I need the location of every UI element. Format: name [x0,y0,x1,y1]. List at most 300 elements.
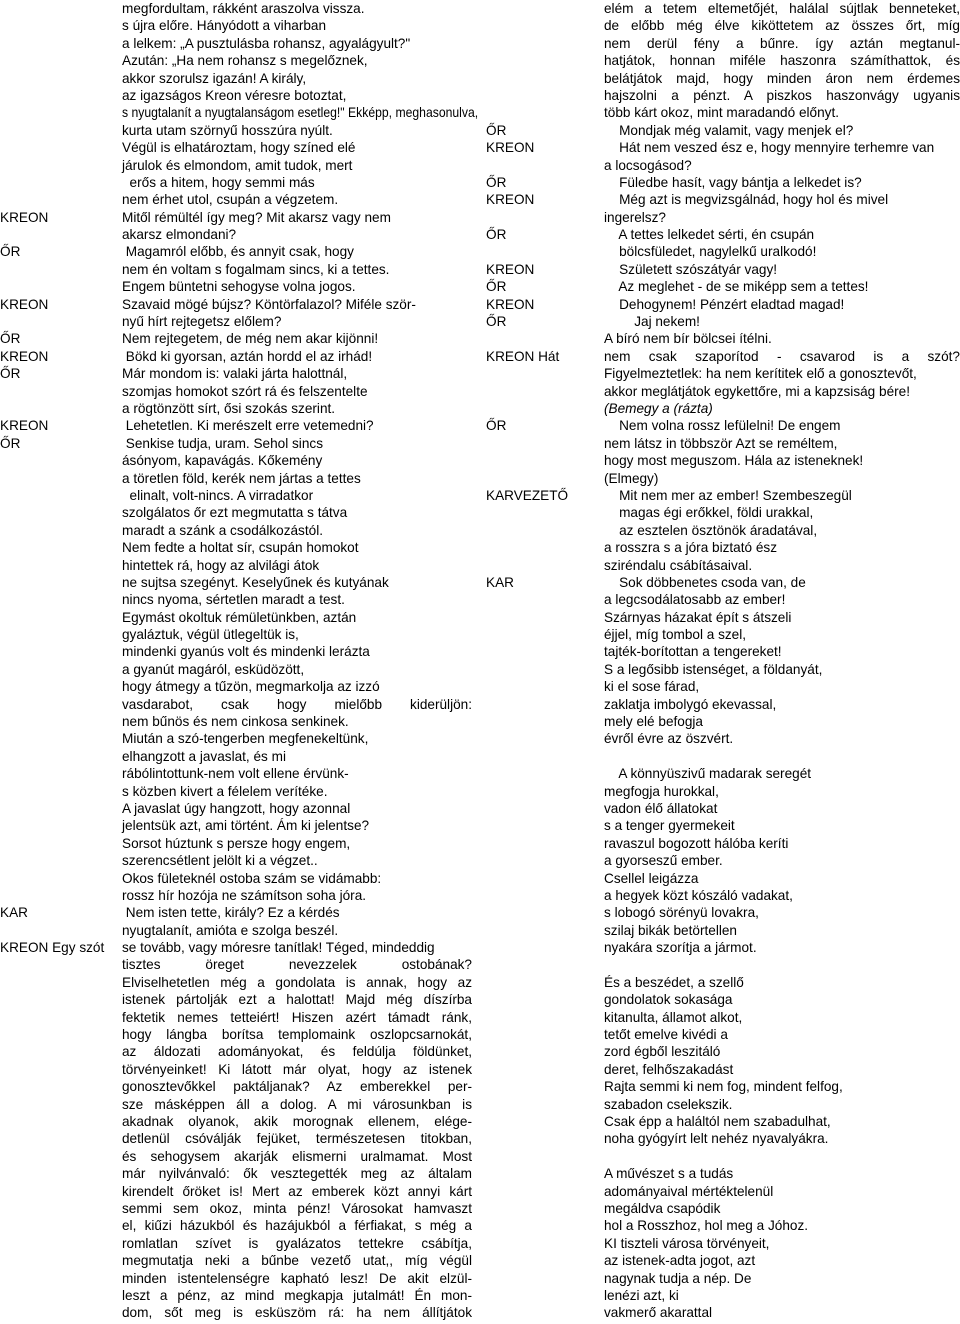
text-line [0,452,478,469]
text-line [486,52,960,69]
text-line [486,748,960,765]
speaker-label: ŐR [0,331,21,347]
line-text: megfordultam, rákként araszolva vissza. [122,1,365,16]
line-text: zord égből leszitáló [604,1044,721,1060]
line-text: a rögtönzött sírt, ősi szokás szerint. [122,400,336,416]
text-line [0,574,478,591]
text-line [486,191,960,208]
text-line [486,1165,960,1182]
text-line [0,435,478,452]
text-line [486,539,960,556]
text-line [0,1252,478,1269]
line-text: a hegyek közt kószáló vadakat, [604,887,793,903]
line-text: Csak épp a haláltól nem szabadulhat, [604,1114,831,1129]
text-line [0,1304,478,1321]
line-text: És a beszédet, a szellő [604,974,744,990]
line-text: ásónyom, kapavágás. Kőkemény [122,453,323,469]
text-line [486,1235,960,1252]
line-text: KI tiszteli városa törvényeit, [604,1235,770,1251]
line-text: Nem isten tette, király? Ez a kérdés [122,905,340,921]
text-line [486,1287,960,1304]
line-text: zaklatja imbolygó ekevassal, [604,696,777,712]
text-line [0,330,478,347]
line-text: Miután a szó-tengerben megfenekeltünk, [122,731,369,747]
speaker-label: KARVEZETŐ [486,487,569,503]
line-text: adományaival mértéktelenül [604,1183,774,1199]
line-text: leszt a pénz, az mind megkapja jutalmát! Én mon- [122,1287,472,1303]
text-line [0,730,478,747]
text-line [0,122,478,139]
text-line [486,296,960,313]
text-line [0,991,478,1008]
text-line [0,539,478,556]
line-text: nyű hírt rejtegetsz előlem? [122,314,282,330]
text-line [486,1061,960,1078]
text-line [486,452,960,469]
text-line [0,835,478,852]
speaker-label: KAR [0,905,28,921]
text-line [0,1165,478,1182]
text-line [0,852,478,869]
text-line [486,696,960,713]
text-line [486,574,960,591]
text-line [486,1043,960,1060]
text-line [486,226,960,243]
text-line [0,52,478,69]
text-line [486,1009,960,1026]
line-text: A tettes lelkedet sérti, én csupán [604,227,815,243]
text-line [0,1235,478,1252]
text-line [0,226,478,243]
text-line [486,1078,960,1095]
line-text: rábólintottunk-nem volt ellene érvünk- [122,766,349,782]
text-line [486,922,960,939]
text-line [486,0,960,17]
line-text: fektetik nemes tetteiért! Hiszen azért támadt ránk, [122,1009,472,1025]
text-line [486,835,960,852]
line-text: nem én voltam s fogalmam sincs, ki a tettes. [122,261,390,277]
text-line [486,157,960,174]
speaker-label: KREON [486,296,535,312]
text-line [486,1026,960,1043]
speaker-label: KREON Egy szót [0,940,105,956]
text-line [0,643,478,660]
text-line [486,365,960,382]
line-text: hatjátok, honnan miféle haszonra számíthattok, és [604,53,960,69]
text-line [486,139,960,156]
line-text: kitanulta, államot alkot, [604,1009,743,1025]
line-text: Bökd ki gyorsan, aztán hordd el az irhád! [122,348,373,364]
line-text: Nem rejtegetem, de még nem akar kijönni! [122,331,379,347]
text-line [486,1252,960,1269]
text-line [486,417,960,434]
text-line [0,1026,478,1043]
line-text: Végül is elhatároztam, hogy színed elé [122,140,356,156]
text-line [486,1304,960,1321]
line-text: A művészet s a tudás [604,1166,734,1182]
speaker-label: ŐR [0,244,21,260]
text-line [0,765,478,782]
line-text: Mit nem mer az ember! Szembeszegül [604,487,852,503]
text-line [486,661,960,678]
text-line [0,1009,478,1026]
text-line [0,470,478,487]
text-line [486,643,960,660]
text-line [0,174,478,191]
line-text: lenézi azt, ki [604,1287,679,1303]
line-text: megfogja hurokkal, [604,783,719,799]
text-line [0,713,478,730]
text-line [0,1061,478,1078]
text-line [486,765,960,782]
text-line [0,400,478,417]
text-line [486,1270,960,1287]
line-text: s közben kivert a félelem verítéke. [122,783,328,799]
line-text: az esztelen ösztönök áradatával, [604,522,818,538]
text-line [486,313,960,330]
text-line [486,1096,960,1113]
text-line [486,991,960,1008]
line-text: évről évre az öszvért. [604,731,734,747]
line-text: nem derül fény a bűnre. így aztán megtanul- [604,35,960,51]
speaker-label: KREON [486,261,535,277]
text-line [486,1130,960,1147]
text-line [0,922,478,939]
speaker-label: KREON [0,348,49,364]
text-line [486,504,960,521]
text-line [486,1113,960,1130]
line-text: erős a hitem, hogy semmi más [122,174,315,190]
speaker-label: ŐR [0,435,21,451]
text-line [486,904,960,921]
text-line [0,157,478,174]
text-line [486,557,960,574]
line-text: akarsz elmondani? [122,227,237,243]
line-text: s nyugtalanít a nyugtalanságom esetleg!" Ekképp, meghasonulva, [122,105,479,121]
text-line [486,383,960,400]
line-text: Dehogynem! Pénzért eladtad magad! [604,296,845,312]
text-line [0,261,478,278]
line-text: a gyanút magáról, esküdözött, [122,661,305,677]
text-line [0,17,478,34]
line-text: se tovább, vagy móresre tanítlak! Téged, mindeddig [122,940,435,956]
line-text: belátjátok majd, hogy minden áron nem érdemes [604,70,960,86]
text-line [0,1043,478,1060]
line-text: a locsogásod? [604,157,692,173]
line-text: nyugtalanít, amióta e szolga beszél. [122,922,339,938]
line-text: ki el sose fárad, [604,679,700,695]
line-text: nem érhet utol, csupán a végzetem. [122,192,339,208]
text-line [0,313,478,330]
text-line [0,817,478,834]
line-text: ravaszul bogozott hálóba keríti [604,835,789,851]
text-line [0,696,478,713]
left-text-column [0,0,478,1322]
line-text: noha gyógyírt lelt nehéz nyavalyákra. [604,1131,829,1147]
line-text: nincs nyoma, sértetlen maradt a test. [122,592,345,608]
line-text: semmi sem okoz, minta pénz! Városokat hamvaszt [122,1200,472,1216]
line-text: deret, felhőszakadást [604,1061,734,1077]
line-text: Szárnyas házakat épít s átszeli [604,609,792,625]
text-line [486,783,960,800]
line-text: elinalt, volt-nincs. A virradatkor [122,487,314,503]
text-line [0,939,478,956]
text-line [486,209,960,226]
text-line [0,243,478,260]
text-line [0,557,478,574]
line-text: Az meglehet - de se miképp sem a tettes! [604,279,869,295]
line-text: szabadon cselekszik. [604,1096,733,1112]
line-text: vadon élő állatokat [604,800,718,816]
text-line [486,278,960,295]
line-text: vakmerő akarattal [604,1305,713,1321]
text-line [0,1287,478,1304]
line-text: magas égi erőkkel, földi urakkal, [604,505,814,521]
speaker-label: ŐR [486,174,507,190]
text-line [0,1217,478,1234]
line-text: vasdarabot, csak hogy mielőbb kiderüljön: [122,696,472,712]
text-line [0,956,478,973]
line-text: akkor meglátjátok egykettőre, mi a kapzsiság bére! [604,383,911,399]
line-text: rossz hír hozója ne számítson soha jóra. [122,887,367,903]
line-text: istenek pártolják ezt a halottat! Majd még díszírba [122,992,472,1008]
line-text: Csellel leigázza [604,870,699,886]
line-text: szolgálatos őr ezt megmutatta s tátva [122,505,348,521]
line-text: Lehetetlen. Ki merészelt erre vetemedni? [122,418,374,434]
line-text: tetőt emelve kivédi a [604,1027,728,1043]
line-text: s lobogó sörényü lovakra, [604,905,759,921]
line-text: elém a tetem eltemetőjét, halálal sújtlak benneteket, [604,1,960,16]
line-text: ne sujtsa szegényt. Keselyűnek és kutyának [122,574,389,590]
text-line [486,713,960,730]
text-line [486,330,960,347]
line-text: hogy most meguszom. Hála az isteneknek! [604,453,864,469]
line-text: nagynak tudja a nép. De [604,1270,752,1286]
line-text: Senkise tudja, uram. Sehol sincs [122,435,323,451]
text-line [0,87,478,104]
line-text: gyaláztuk, végül ütlegeltük is, [122,627,299,643]
line-text: az istenek-adta jogot, azt [604,1253,756,1269]
line-text: Azután: „Ha nem rohansz s megelőznek, [122,53,368,69]
text-line [0,870,478,887]
text-line [0,591,478,608]
line-text: éjjel, míg tombol a szel, [604,627,747,643]
line-text: Jaj nekem! [604,314,700,330]
speaker-label: KREON [486,140,535,156]
line-text: Figyelmeztetlek: ha nem kerítitek elő a gonosztevőt, [604,366,917,382]
text-line [0,0,478,17]
text-line [0,70,478,87]
line-text: hintettek rá, hogy az alvilági átok [122,557,320,573]
speaker-label: ŐR [486,122,507,138]
line-text: elhangzott a javaslat, és mi [122,748,286,764]
line-text: nem csak szaporítod - csavarod is a szót? [604,348,960,364]
line-text: Mitől rémültél így meg? Mit akarsz vagy nem [122,209,391,225]
line-text: nem látsz in többször Azt se reméltem, [604,435,838,451]
text-line [0,783,478,800]
line-text: Füledbe hasít, vagy bántja a lelkedet is? [604,174,862,190]
text-line [486,974,960,991]
line-text: A bíró nem bír bölcsei ítélni. [604,331,772,347]
text-line [0,748,478,765]
line-text: gondolatok sokasága [604,992,733,1008]
text-line [486,730,960,747]
speaker-label: ŐR [486,418,507,434]
text-line [0,1148,478,1165]
line-text: mely elé befogja [604,714,703,730]
line-text: nyakára szorítja a jármot. [604,940,757,956]
line-text: Okos fületeknél ostoba szám se vidámabb: [122,870,382,886]
speaker-label: ŐR [486,314,507,330]
line-text: akadnak olyanok, akik morognak ellenem, elége- [122,1114,472,1129]
text-line [486,470,960,487]
line-text: a töretlen föld, kerék nem jártas a tettes [122,470,361,486]
text-line [486,17,960,34]
line-text: Született szószátyár vagy! [604,261,778,277]
text-line [486,348,960,365]
text-line [0,904,478,921]
speaker-label: ŐR [486,279,507,295]
line-text: sze másképpen áll a dolog. A mi városunkban is [122,1096,472,1112]
line-text: járulok és elmondom, amit tudok, mert [122,157,353,173]
text-line [0,1200,478,1217]
line-text: Engem büntetni sehogyse volna jogos. [122,279,356,295]
line-text: Rajta semmi ki nem fog, mindent felfog, [604,1079,843,1095]
text-line [0,887,478,904]
text-line [486,817,960,834]
line-text: dom, sőt meg is esküszöm rá: ha nem állítjátok [122,1305,472,1321]
line-text: ingerelsz? [604,209,666,225]
line-text: az áldozati adományokat, és feldúlja földünket, [122,1044,472,1060]
text-line [0,1270,478,1287]
text-line [486,609,960,626]
text-line [0,278,478,295]
text-line [0,191,478,208]
speaker-label: KREON [0,418,49,434]
text-line [486,1217,960,1234]
text-line [0,522,478,539]
line-text: a gyorseszű ember. [604,853,723,869]
speaker-label: KREON [0,209,49,225]
text-line [0,417,478,434]
line-text: és sehogysem akarják elismerni uralmamat. Most [122,1148,472,1164]
text-line [486,956,960,973]
line-text: az igazságos Kreon véresre botoztat, [122,87,347,103]
line-text: hajszolni a pénzt. A piszkos haszonvágy ugyanis [604,87,960,103]
speaker-label: ŐR [486,227,507,243]
line-text: megmutatja neki a bűnbe vezető utat,, míg végül [122,1253,472,1269]
text-line [486,800,960,817]
line-text: törvényeinket! Ki látott már olyat, hogy az istenek [122,1061,472,1077]
speaker-label: KAR [486,574,514,590]
line-text: A javaslat úgy hangzott, hogy azonnal [122,800,351,816]
text-line [0,296,478,313]
text-line [0,35,478,52]
line-text: minden istentelenségre kapható lesz! De akit elzül- [122,1270,472,1286]
line-text: szerencsétlent jelölt ki a végzet.. [122,853,318,869]
line-text: bölcsfüledet, nagylelkű uralkodó! [604,244,817,260]
text-line [0,1113,478,1130]
text-line [0,104,478,121]
text-line [0,1183,478,1200]
speaker-label: ŐR [0,366,21,382]
text-line [486,870,960,887]
text-line [486,87,960,104]
line-text: Egymást okoltuk rémületünkben, aztán [122,609,357,625]
line-text: S a legősibb istenséget, a földanyát, [604,661,823,677]
text-line [486,678,960,695]
speaker-label: KREON [0,296,49,312]
line-text: Mondjak még valamit, vagy menjek el? [604,122,854,138]
text-line [0,383,478,400]
line-text: jelentsük azt, ami történt. Ám ki jelentse? [122,818,370,834]
line-text: Magamról előbb, és annyit csak, hogy [122,244,354,260]
text-line [0,1078,478,1095]
line-text: hol a Rosszhoz, hol meg a Jóhoz. [604,1218,809,1234]
text-line [0,487,478,504]
text-line [486,487,960,504]
line-text: kirendelt őröket is! Mert az emberek közt annyi kárt [122,1183,472,1199]
line-text: tajték-borítottan a tengereket! [604,644,782,660]
speaker-label: KREON [486,192,535,208]
text-line [0,365,478,382]
text-line [0,800,478,817]
text-line [486,174,960,191]
text-line [0,209,478,226]
line-text: s újra előre. Hányódott a viharban [122,18,327,34]
line-text: Nem volna rossz lefülelni! De engem [604,418,841,434]
line-text: tisztes öreget nevezzelek ostobának? [122,957,472,973]
text-line [0,974,478,991]
text-line [486,122,960,139]
line-text: szomjas homokot szórt rá és felszentelte [122,383,368,399]
line-text: detlenül csóválják fejüket, természetesen titokban, [122,1131,472,1147]
line-text: maradt a szánk a csodálkozástól. [122,522,323,538]
text-line [486,626,960,643]
text-line [486,852,960,869]
text-line [0,1096,478,1113]
line-text: a legcsodálatosabb az ember! [604,592,786,608]
line-text: A könnyüszivű madarak seregét [604,766,812,782]
line-text: nem bűnös és nem cinkosa senkinek. [122,714,349,730]
line-text: Sok döbbenetes csoda van, de [604,574,806,590]
text-line [486,1200,960,1217]
text-line [0,609,478,626]
line-text: akkor szorulsz igazán! A király, [122,70,307,86]
text-line [486,1183,960,1200]
line-text: Nem fedte a holtat sír, csupán homokot [122,540,359,556]
text-line [486,1148,960,1165]
line-text: s a tenger gyermekeit [604,818,735,834]
text-line [0,626,478,643]
right-text-column [486,0,960,1322]
line-text: Elviselhetetlen még a gondolata is annak, hogy az [122,974,472,990]
line-text: gonosztevőkkel paktáljanak? Az emberekkel per- [122,1079,472,1095]
text-line [486,435,960,452]
line-text: a lelkem: „A pusztulásba rohansz, agyalágyult?" [122,35,411,51]
line-text: megáldva csapódik [604,1200,721,1216]
line-text: Szavaid mögé bújsz? Köntörfalazol? Miféle ször- [122,296,416,312]
line-text: Még azt is megvizsgálnád, hogy hol és mivel [604,192,889,208]
line-text: romlatlan szívet is gyalázatos tettekre csábítja, [122,1235,472,1251]
text-line [0,139,478,156]
line-text: már nyilvánvaló: ők vesztegették meg az általam [122,1166,472,1182]
text-line [486,522,960,539]
line-text: hogy lángba borítsa templomaink oszlopcsarnokát, [122,1027,472,1043]
line-text: Sorsot húztunk s persze hogy engem, [122,835,351,851]
text-line [486,939,960,956]
line-text: szilaj bikák betörtellen [604,922,737,938]
